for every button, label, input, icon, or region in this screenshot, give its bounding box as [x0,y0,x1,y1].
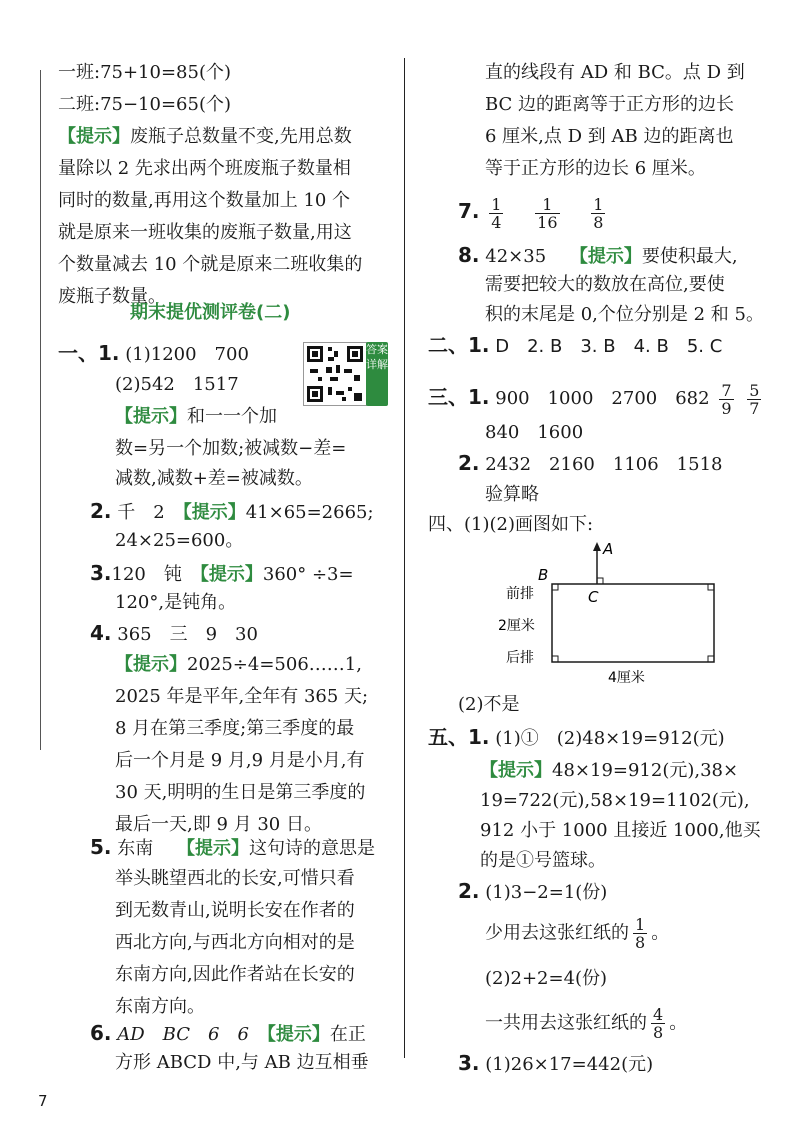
label-a: A [603,540,614,558]
hint-line: 等于正方形的边长 6 厘米。 [485,158,706,179]
hint-line: 19=722(元),58×19=1102(元), [480,790,750,811]
hint-line: 同时的数量,再用这个数量加上 10 个 [58,190,351,211]
hint-text: 48×19=912(元),38× [552,760,739,781]
question-5-2 [458,880,607,904]
hint-line: BC 边的距离等于正方形的边长 [485,94,735,115]
answer-line: (2)不是 [458,694,520,715]
hint-line [115,406,277,428]
hint-line: 8 月在第三季度;第三季度的最 [115,718,355,739]
section-2 [428,334,722,358]
hint-label: 【提示】 [176,838,249,859]
hint-label: 【提示】 [569,246,642,267]
hint-line: 东南方向,因此作者站在长安的 [115,964,355,985]
question-5-3 [458,1052,653,1076]
label-front-row: 前排 [506,586,534,602]
section-title: 期末提优测评卷(二) [130,302,291,323]
hint-line: 方形 ABCD 中,与 AB 边互相垂 [115,1052,369,1073]
question-3 [90,562,354,586]
question-2 [90,500,374,524]
answer-line: 二班:75−10=65(个) [58,94,231,115]
question-number: 7. [458,199,480,223]
hint-line [58,126,352,148]
answer-line: (2)2+2=4(份) [485,968,608,989]
hint-label: 【提示】 [480,760,552,781]
hint-line: 24×25=600。 [115,530,244,551]
page-number: 7 [38,1092,48,1110]
answer-text: 365 三 9 30 [117,624,258,645]
hint-text: 41×65=2665; [245,502,374,523]
right-angle-mark [597,578,603,584]
answer-text: 120 钝 [111,564,182,585]
hint-line: 举头眺望西北的长安,可惜只看 [115,868,355,889]
answer-text: D 2. B 3. B 4. B 5. C [495,336,723,357]
question-number: 8. [458,243,480,267]
answer-text: 900 1000 2700 682 [495,388,710,409]
hint-line: 到无数青山,说明长安在作者的 [115,900,355,921]
answer-text: 千 2 [117,502,165,523]
answer-text: (1)① (2)48×19=912(元) [495,728,725,749]
hint-line: 数=另一个加数;被减数−差= [115,438,347,459]
fraction: $\frac{7}{9}$ [721,380,732,418]
answer-text: (1)26×17=442(元) [485,1054,654,1075]
answer-text: (1)1200 700 [125,344,249,365]
hint-line: 个数量减去 10 个就是原来二班收集的 [58,254,363,275]
hint-line: 废瓶子数量。 [58,286,166,307]
hint-line: 就是原来一班收集的废瓶子数量,用这 [58,222,352,243]
hint-label: 【提示】 [266,1024,330,1045]
question-number: 6. [90,1021,112,1045]
answer-text: 东南 [117,838,154,859]
qr-code-icon [304,343,366,405]
hint-text: 这句诗的意思是 [248,838,375,859]
label-back-row: 后排 [506,650,534,666]
hint-line: 量除以 2 先求出两个班废瓶子数量相 [58,158,351,179]
hint-label: 【提示】 [199,564,263,585]
hint-text: 在正 [329,1024,366,1045]
fraction: $\frac{1}{16}$ [537,194,558,232]
hint-text: 和一一个加 [187,406,277,427]
hint-text: 360° ÷3= [262,564,354,585]
question-number: 3. [90,561,112,585]
answer-line: 一共用去这张红纸的 $\frac{4}{8}$ 。 [485,1005,688,1042]
question-5 [90,836,375,860]
hint-line: 东南方向。 [115,996,205,1017]
question-number: 三、1. [428,385,490,409]
qr-label: 答案详解 [366,342,388,406]
answer-text: AD BC 6 6 [117,1024,249,1045]
section-5 [428,726,725,750]
question-1 [58,342,249,366]
question-number: 2. [458,451,480,475]
question-3-2 [458,452,722,476]
arrow-head-icon [593,542,601,551]
hint-line: 需要把较大的数放在高位,要使 [485,274,725,295]
hint-label: 【提示】 [115,406,187,427]
hint-line: 912 小于 1000 且接近 1000,他买 [480,820,761,841]
question-4 [90,622,258,646]
right-angle-mark [708,584,714,590]
label-b: B [538,566,549,584]
question-number: 5. [90,835,112,859]
hint-line [115,654,362,676]
hint-line: 直的线段有 AD 和 BC。点 D 到 [485,62,745,83]
question-number: 一、1. [58,341,120,365]
answer-text: (1)3−2=1(份) [485,882,608,903]
answer-line: 一班:75+10=85(个) [58,62,231,83]
question-8 [458,244,738,268]
hint-line: 2025 年是平年,全年有 365 天; [115,686,369,707]
hint-line: 的是①号篮球。 [480,850,606,871]
section-4: 四、(1)(2)画图如下: [428,514,594,535]
column-separator [404,58,405,1058]
hint-text: 2025÷4=506……1, [187,654,362,675]
section-3 [428,380,765,417]
answer-text: 42×35 [485,246,547,267]
hint-line: 后一个月是 9 月,9 月是小月,有 [115,750,365,771]
qr-code[interactable] [303,342,367,406]
question-number: 五、1. [428,725,490,749]
hint-line: 6 厘米,点 D 到 AB 边的距离也 [485,126,734,147]
fraction: $\frac{1}{4}$ [491,194,502,232]
question-7 [458,194,609,231]
fraction: $\frac{1}{8}$ [635,915,646,952]
answer-line: 验算略 [485,484,539,505]
hint-line: 减数,减数+差=被减数。 [115,468,313,489]
label-c: C [588,588,599,606]
question-number: 2. [458,879,480,903]
hint-label: 【提示】 [182,502,246,523]
answer-line: (2)542 1517 [115,374,239,395]
left-margin-rule [40,70,41,750]
rectangle-diagram [490,538,730,688]
question-number: 4. [90,621,112,645]
hint-line: 积的末尾是 0,个位分别是 2 和 5。 [485,304,764,325]
answer-text: 2432 2160 1106 1518 [485,454,723,475]
label-bottom-length: 4厘米 [608,670,645,686]
right-angle-mark [708,656,714,662]
answer-line: 840 1600 [485,422,584,443]
hint-line: 30 天,明明的生日是第三季度的 [115,782,366,803]
question-6 [90,1022,366,1046]
hint-line: 120°,是钝角。 [115,592,237,613]
hint-label: 【提示】 [115,654,187,675]
question-number: 2. [90,499,112,523]
right-angle-mark [552,584,558,590]
answer-line: 少用去这张红纸的 $\frac{1}{8}$ 。 [485,915,670,952]
hint-line: 西北方向,与西北方向相对的是 [115,932,355,953]
hint-line [480,760,738,782]
hint-label: 【提示】 [58,126,130,147]
fraction: $\frac{1}{8}$ [593,194,604,232]
hint-text: 要使积最大, [641,246,738,267]
question-number: 二、1. [428,333,490,357]
hint-line: 最后一天,即 9 月 30 日。 [115,814,322,835]
label-side-length: 2厘米 [498,618,535,634]
fraction: $\frac{5}{7}$ [749,380,760,418]
rectangle-outline [552,584,714,662]
right-angle-mark [552,656,558,662]
fraction: $\frac{4}{8}$ [653,1005,664,1042]
hint-text: 废瓶子总数量不变,先用总数 [130,126,352,147]
question-number: 3. [458,1051,480,1075]
